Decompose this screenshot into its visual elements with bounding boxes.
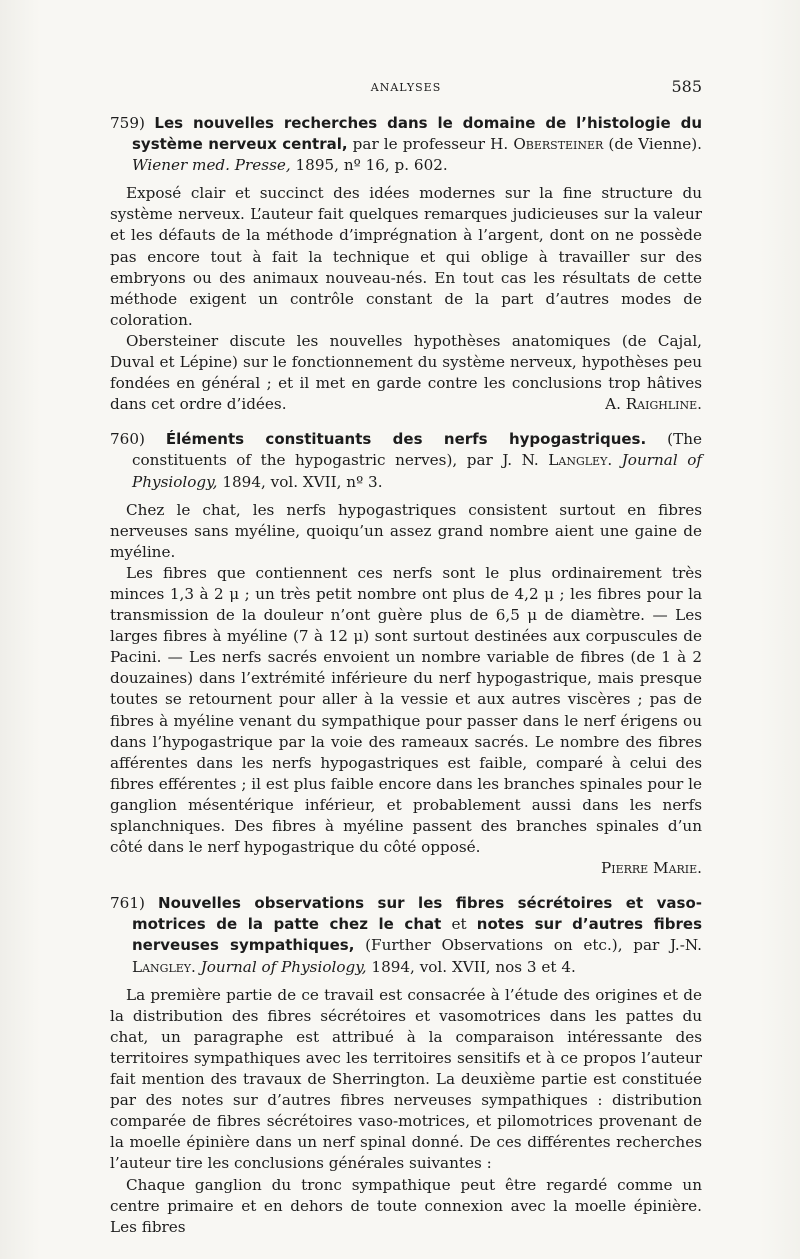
citation-suffix: 1894, vol. XVII, nº 3.	[217, 472, 383, 491]
citation-middle: (de Vienne).	[603, 135, 702, 154]
signature: A. Raighline.	[605, 395, 702, 414]
author-name: Langley	[548, 451, 608, 470]
paragraph: Exposé clair et succinct des idées modernes sur la fine structure du système nerveux. L’auteur fait quelques remarques judicieuses sur la valeur et les défauts de la méthode d’imprégnation à l’argent, dont on ne possède pas encore tout à fait la technique et qui oblige à travailler sur des embryons ou des animaux nouveau-nés. En tout cas les résultats de cette méthode exigent un contrôle constant de la part d’autres modes de coloration.	[110, 184, 702, 329]
citation-suffix: 1895, nº 16, p. 602.	[290, 156, 448, 175]
entry-759	[110, 113, 702, 415]
author-name: Langley	[132, 957, 192, 976]
entry-number: 760)	[110, 430, 145, 449]
paragraph: La première partie de ce travail est consacrée à l’étude des origines et de la distribution des fibres sécrétoires et vasomotrices dans les pattes du chat, un paragraphe est attribué à la comparaison intéressante des territoires sympathiques avec les territoires sensitifs et à ce propos l’auteur fait mention des travaux de Sherrington. La deuxième partie est constituée par des notes sur d’autres fibres nerveuses sympathiques : distribution comparée de fibres sécrétoires vaso-motrices, et pilomotrices provenant de la moelle épinière dans un nerf spinal donné. De ces différentes recherches l’auteur tire les conclusions générales suivantes :	[110, 985, 702, 1173]
entry-title: Les nouvelles recherches dans le domaine de l’histologie du système nerveux central,	[132, 114, 703, 154]
running-head: ANALYSES	[370, 81, 442, 94]
signature: Pierre Marie.	[601, 859, 702, 878]
entry-title: Nouvelles observations sur les fibres sécrétoires et vaso-motrices de la patte chez le chat	[132, 894, 702, 934]
paragraph: Chez le chat, les nerfs hypogastriques consistent surtout en fibres nerveuses sans myéline, quoiqu’un assez grand nombre aient une gaine de myéline.	[110, 500, 702, 561]
journal-name: Journal of Physiology,	[132, 451, 702, 491]
page-content	[110, 113, 702, 1252]
citation-middle: .	[607, 451, 622, 470]
title-join: et	[441, 915, 477, 934]
journal-name: Wiener med. Presse,	[132, 156, 291, 175]
entry-761	[110, 893, 702, 1238]
entry-heading	[110, 113, 703, 176]
page-header	[110, 77, 702, 99]
paragraph	[110, 331, 702, 415]
entry-heading	[110, 429, 702, 492]
citation-prefix: (Further Observations on etc.), par J.-N.	[354, 936, 702, 955]
entry-number: 761)	[110, 894, 145, 913]
citation-prefix: (The constituents of the hypogastric nerves), par J. N.	[132, 430, 702, 470]
citation-suffix: 1894, vol. XVII, nos 3 et 4.	[366, 957, 576, 976]
entry-title-secondary: notes sur d’autres fibres nerveuses sympathiques,	[132, 915, 703, 955]
entry-760	[110, 429, 702, 879]
author-name: Obersteiner	[513, 135, 604, 154]
entry-number: 759)	[110, 114, 145, 132]
paragraph-text: Obersteiner discute les nouvelles hypothèses anatomiques (de Cajal, Duval et Lépine) sur le fonctionnement du système nerveux, hypothèses peu fondées en général ; et il met en garde contre les conclusions trop hâtives dans cet ordre d’idées.	[110, 331, 702, 414]
journal-name: Journal of Physiology,	[200, 957, 367, 976]
entry-title: Éléments constituants des nerfs hypogastriques.	[165, 430, 647, 449]
entry-heading	[110, 893, 703, 977]
page-number: 585	[671, 77, 702, 96]
paragraph: Chaque ganglion du tronc sympathique peut être regardé comme un centre primaire et en dehors de toute connexion avec la moelle épinière. Les fibres	[110, 1175, 702, 1236]
citation-prefix: par le professeur H.	[347, 135, 514, 154]
citation-middle: .	[191, 957, 201, 976]
paragraph: Les fibres que contiennent ces nerfs sont le plus ordinairement très minces 1,3 à 2 μ ; un très petit nombre ont plus de 4,2 μ ; les fibres pour la transmission de la douleur n’ont guère plus de 6,5 μ de diamètre. — Les larges fibres à myéline (7 à 12 μ) sont surtout destinées aux corpuscules de Pacini. — Les nerfs sacrés envoient un nombre variable de fibres (de 1 à 2 douzaines) dans l’extrémité inférieure du nerf hypogastrique, mais presque toutes se retournent pour aller à la vessie et aux autres viscères ; pas de fibres à myéline venant du sympathique pour passer dans le nerf érigens ou dans l’hypogastrique par la voie des rameaux sacrés. Le nombre des fibres afférentes dans les nerfs hypogastriques est faible, comparé à celui des fibres efférentes ; il est plus faible encore dans les branches spinales pour le ganglion mésentérique inférieur, et probablement aussi dans les nerfs splanchniques. Des fibres à myéline passent des branches spinales d’un côté dans le nerf hypogastrique du côté opposé.	[110, 563, 702, 857]
